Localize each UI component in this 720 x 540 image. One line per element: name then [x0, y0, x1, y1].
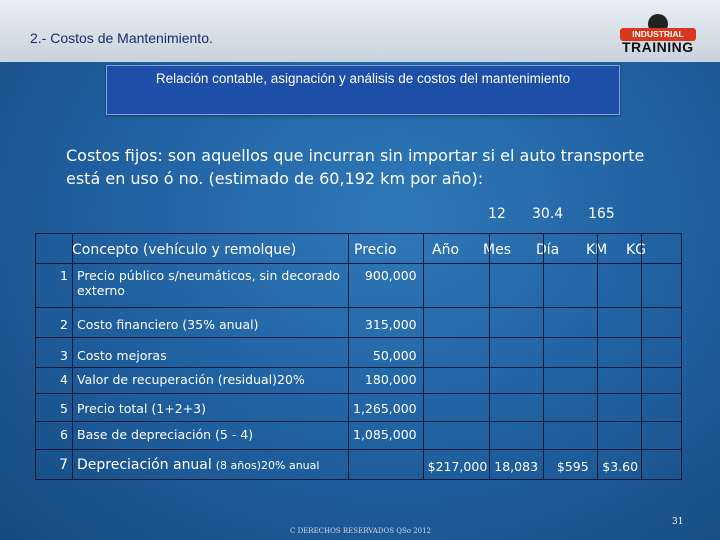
row-concept: Costo financiero (35% anual) [73, 308, 349, 338]
row-concept: Precio público s/neumáticos, sin decorado externo [73, 264, 349, 308]
copyright-footer: C DERECHOS RESERVADOS QSo 2012 [290, 527, 432, 535]
row-number: 5 [36, 394, 73, 422]
row-concept: Costo mejoras [73, 338, 349, 368]
header-year: Año [432, 242, 460, 258]
row-year [423, 264, 490, 308]
row-number: 6 [36, 422, 73, 450]
row-concept: Base de depreciación (5 - 4) [73, 422, 349, 450]
logo-word: TRAINING [622, 39, 694, 55]
row-price: 900,000 [349, 264, 424, 308]
header-concept: Concepto (vehículo y remolque) [72, 242, 297, 258]
row-km: $3.60 [598, 450, 642, 480]
row-price: 180,000 [349, 368, 424, 394]
row-number: 2 [36, 308, 73, 338]
subtitle-box: Relación contable, asignación y análisis de costos del mantenimiento [106, 65, 620, 115]
table-row [36, 338, 682, 368]
row-price: 50,000 [349, 338, 424, 368]
page-number: 31 [672, 517, 684, 527]
intro-text: Costos fijos: son aquellos que incurran sin importar si el auto transporte está en uso ó no. (estimado de 60,192 km por año): [66, 146, 645, 188]
row-price: 1,085,000 [349, 422, 424, 450]
divisor-year: 12 [488, 206, 506, 222]
row-number: 7 [36, 450, 73, 480]
header-price: Precio [354, 242, 397, 258]
row-month: 18,083 [490, 450, 544, 480]
logo-badge: INDUSTRIAL [620, 28, 696, 41]
row-year: $217,000 [423, 450, 490, 480]
divisor-month: 30.4 [532, 206, 564, 222]
row-km [598, 264, 642, 308]
row-day: $595 [544, 450, 598, 480]
table-row [36, 264, 682, 308]
row-number: 3 [36, 338, 73, 368]
table-row [36, 308, 682, 338]
table-row [36, 394, 682, 422]
header-km: KM [586, 242, 608, 258]
row-price: 1,265,000 [349, 394, 424, 422]
row-number: 4 [36, 368, 73, 394]
row-price: 315,000 [349, 308, 424, 338]
table-row-total [36, 450, 682, 480]
table-header-row [36, 234, 682, 264]
row-month [490, 264, 544, 308]
cost-table [35, 233, 682, 480]
row-concept-main: Depreciación anual [77, 457, 212, 473]
row-concept [73, 450, 349, 480]
row-concept-small: (8 años)20% anual [215, 459, 320, 472]
row-concept: Valor de recuperación (residual)20% [73, 368, 349, 394]
table-row [36, 368, 682, 394]
row-number: 1 [36, 264, 73, 308]
header-day: Día [536, 242, 560, 258]
divisor-day: 165 [588, 206, 615, 222]
industrial-training-logo [620, 14, 696, 54]
slide-title: 2.- Costos de Mantenimiento. [30, 30, 213, 46]
table-row [36, 422, 682, 450]
row-day [544, 264, 598, 308]
row-concept: Precio total (1+2+3) [73, 394, 349, 422]
header-kg: KG [626, 242, 647, 258]
header-month: Mes [483, 242, 511, 258]
